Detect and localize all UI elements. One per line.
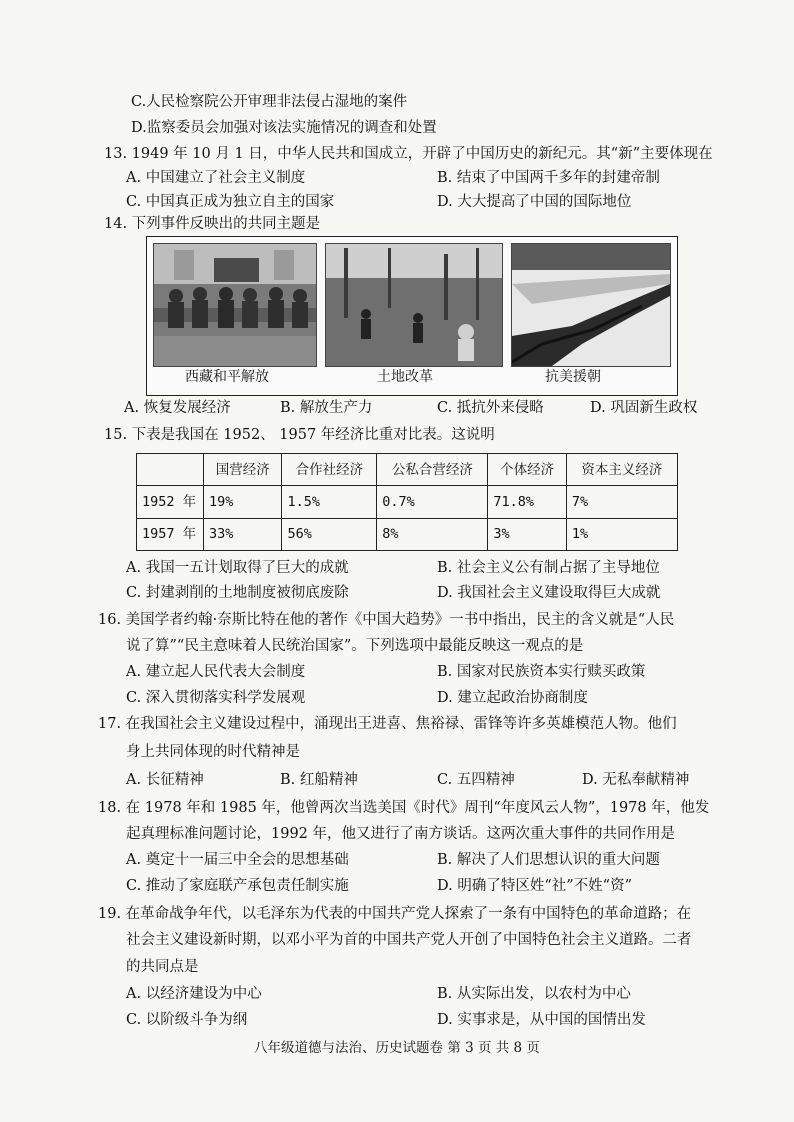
troops-crossing-image — [512, 244, 670, 366]
q19-stem-line2: 社会主义建设新时期，以邓小平为首的中国共产党人开创了中国特色社会主义道路。二者 — [126, 932, 692, 948]
q12-option-d: D.监察委员会加强对该法实施情况的调查和处置 — [131, 120, 437, 136]
header-joint: 公私合营经济 — [377, 454, 488, 486]
q19-option-b: B. 从实际出发，以农村为中心 — [437, 986, 631, 1002]
caption-tibet: 西藏和平解放 — [185, 369, 269, 385]
q17-option-c: C. 五四精神 — [437, 772, 515, 788]
row-year: 1957 年 — [137, 518, 204, 550]
table-header-row — [137, 454, 678, 486]
q13-option-d: D. 大大提高了中国的国际地位 — [437, 194, 632, 210]
table-cell: 1.5% — [282, 486, 377, 518]
table-cell: 3% — [488, 518, 566, 550]
page-footer: 八年级道德与法治、历史试题卷 第 3 页 共 8 页 — [254, 1040, 540, 1056]
q18-stem-line1: 18. 在 1978 年和 1985 年，他曾两次当选美国《时代》周刊“年度风云人物”，1978 年，他发 — [98, 800, 710, 816]
q16-option-a: A. 建立起人民代表大会制度 — [126, 664, 306, 680]
photo-tibet-liberation — [153, 243, 317, 367]
q19-stem-line3: 的共同点是 — [126, 959, 199, 975]
q18-option-a: A. 奠定十一届三中全会的思想基础 — [126, 852, 349, 868]
q13-option-b: B. 结束了中国两千多年的封建帝制 — [437, 170, 660, 186]
q14-option-d: D. 巩固新生政权 — [590, 400, 698, 416]
table-cell: 56% — [282, 518, 377, 550]
q13-stem: 13. 1949 年 10 月 1 日，中华人民共和国成立，开辟了中国历史的新纪元。其“新”主要体现在 — [104, 146, 713, 162]
q17-option-b: B. 红船精神 — [280, 772, 358, 788]
q19-option-c: C. 以阶级斗争为纲 — [126, 1012, 248, 1028]
q16-stem-line2: 说了算”“民主意味着人民统治国家”。下列选项中最能反映这一观点的是 — [126, 638, 584, 654]
q15-option-c: C. 封建剥削的土地制度被彻底废除 — [126, 585, 349, 601]
header-cooperative: 合作社经济 — [282, 454, 377, 486]
q15-option-d: D. 我国社会主义建设取得巨大成就 — [437, 585, 661, 601]
photo-resist-us-aid-korea — [511, 243, 671, 367]
q17-option-d: D. 无私奉献精神 — [582, 772, 690, 788]
q18-option-d: D. 明确了特区姓“社”不姓“资” — [437, 878, 632, 894]
economy-share-table — [136, 453, 678, 551]
table-row — [137, 518, 678, 550]
table-cell: 1% — [566, 518, 677, 550]
q19-stem-line1: 19. 在革命战争年代，以毛泽东为代表的中国共产党人探索了一条有中国特色的革命道路；在 — [98, 906, 692, 922]
caption-land-reform: 土地改革 — [377, 369, 433, 385]
q16-option-d: D. 建立起政治协商制度 — [437, 690, 588, 706]
q13-option-c: C. 中国真正成为独立自主的国家 — [126, 194, 335, 210]
q14-option-a: A. 恢复发展经济 — [124, 400, 231, 416]
q16-option-b: B. 国家对民族资本实行赎买政策 — [437, 664, 646, 680]
q16-stem-line1: 16. 美国学者约翰·奈斯比特在他的著作《中国大趋势》一书中指出，民主的含义就是“人民 — [98, 612, 675, 628]
header-individual: 个体经济 — [488, 454, 566, 486]
q18-option-c: C. 推动了家庭联产承包责任制实施 — [126, 878, 349, 894]
q16-option-c: C. 深入贯彻落实科学发展观 — [126, 690, 306, 706]
photo-land-reform — [325, 243, 503, 367]
q15-option-b: B. 社会主义公有制占据了主导地位 — [437, 560, 660, 576]
row-year: 1952 年 — [137, 486, 204, 518]
photo-strip — [146, 236, 678, 396]
q19-option-a: A. 以经济建设为中心 — [126, 986, 262, 1002]
header-state: 国营经济 — [204, 454, 282, 486]
q14-option-c: C. 抵抗外来侵略 — [437, 400, 544, 416]
q17-stem-line2: 身上共同体现的时代精神是 — [126, 744, 300, 760]
q17-option-a: A. 长征精神 — [126, 772, 204, 788]
q18-option-b: B. 解决了人们思想认识的重大问题 — [437, 852, 660, 868]
land-reform-image — [326, 244, 502, 366]
q15-stem: 15. 下表是我国在 1952、 1957 年经济比重对比表。这说明 — [104, 427, 495, 443]
table-cell: 0.7% — [377, 486, 488, 518]
table-cell: 8% — [377, 518, 488, 550]
q15-option-a: A. 我国一五计划取得了巨大的成就 — [126, 560, 349, 576]
q14-stem: 14. 下列事件反映出的共同主题是 — [104, 216, 321, 232]
header-capitalist: 资本主义经济 — [566, 454, 677, 486]
q12-option-c: C.人民检察院公开审理非法侵占湿地的案件 — [131, 94, 408, 110]
table-row — [137, 486, 678, 518]
table-cell: 7% — [566, 486, 677, 518]
q14-option-b: B. 解放生产力 — [280, 400, 373, 416]
q13-option-a: A. 中国建立了社会主义制度 — [126, 170, 306, 186]
table-cell: 33% — [204, 518, 282, 550]
q17-stem-line1: 17. 在我国社会主义建设过程中，涌现出王进喜、焦裕禄、雷锋等许多英雄模范人物。他们 — [98, 716, 677, 732]
tibet-meeting-image — [154, 244, 316, 366]
table-cell: 71.8% — [488, 486, 566, 518]
q19-option-d: D. 实事求是，从中国的国情出发 — [437, 1012, 646, 1028]
caption-korea: 抗美援朝 — [545, 369, 601, 385]
table-corner — [137, 454, 204, 486]
table-cell: 19% — [204, 486, 282, 518]
q18-stem-line2: 起真理标准问题讨论，1992 年，他又进行了南方谈话。这两次重大事件的共同作用是 — [126, 826, 676, 842]
